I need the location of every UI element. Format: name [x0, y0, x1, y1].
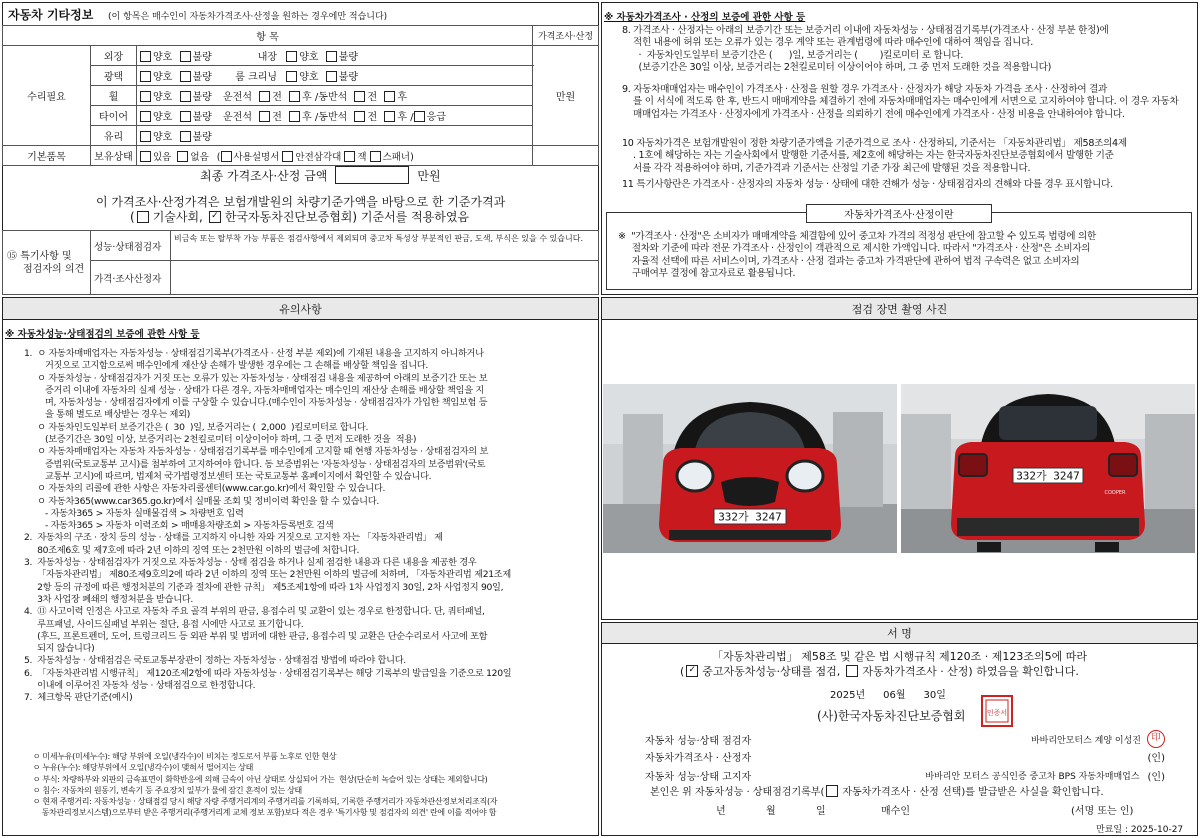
- tire-driver-front-checkbox[interactable]: [259, 111, 270, 122]
- buyer-row: 년 월 일 매수인 (서명 또는 인): [716, 802, 1133, 817]
- row-room-cleaning: 룸 크리닝: [235, 72, 278, 83]
- final-price-label: 최종 가격조사·산정 금액: [200, 168, 328, 183]
- col-price: 가격조사·산정: [533, 26, 599, 46]
- special-notes-table: [2, 230, 599, 295]
- notice-title: ※ 자동차성능·상태점검의 보증에 관한 사항 등: [5, 329, 200, 340]
- row-glass: 유리: [91, 126, 137, 146]
- gloss-bad-checkbox[interactable]: [180, 71, 191, 82]
- room-bad-checkbox[interactable]: [326, 71, 337, 82]
- front-plate-text: 332가 3247: [718, 510, 782, 524]
- signature-date: 2025년 06월 30일: [830, 690, 946, 701]
- special-label-2: 점검자의 의견: [23, 263, 85, 275]
- price-unit: 만원: [533, 46, 599, 146]
- row-tire: 타이어: [91, 106, 137, 126]
- basic-yes-checkbox[interactable]: [140, 151, 151, 162]
- receipt-statement: 본인은 위 자동차성능 · 상태점검기록부( 자동차가격조사 · 산정 선택)를 발급받은 사실을 확인합니다.: [650, 783, 1104, 798]
- rear-plate-text: 332가 3247: [1016, 469, 1080, 483]
- basis-line-2: ( 기술사회, ✓ 한국자동차진단보증협회) 기준서를 적용하였음: [130, 209, 470, 224]
- inspector-label: 성능·상태점검자: [91, 231, 171, 261]
- front-car-photo: [603, 384, 897, 553]
- row-wheel: 휠: [91, 86, 137, 106]
- special-label-1: 특기사항 및: [20, 250, 72, 262]
- inspector-opinion: 비금속 또는 탈부착 가능 부품은 점검사항에서 제외되며 중고차 특성상 부분적인 판금, 도색, 부식은 있을 수 있습니다.: [171, 231, 599, 261]
- inspection-checked-checkbox[interactable]: ✓: [686, 665, 698, 677]
- basis-line-1: 이 가격조사·산정가격은 보험개발원의 차량기준가액을 바탕으로 한 기준가격과: [96, 195, 506, 209]
- row-exterior-options: 양호 불량 내장 양호 불량: [137, 46, 533, 66]
- manual-checkbox[interactable]: [221, 151, 232, 162]
- interior-bad-checkbox[interactable]: [326, 51, 337, 62]
- final-price-unit: 만원: [417, 168, 441, 183]
- interior-good-checkbox[interactable]: [286, 51, 297, 62]
- appraiser-label: 가격·조사산정자: [91, 261, 171, 295]
- notice-checklist-criteria: ㅇ 미세누유(미세누수): 해당 부위에 오일(냉각수)이 비치는 정도로서 부품 노후로 인한 현상 ㅇ 누유(누수): 해당부위에서 오일(냉각수)이 맺혀서 떨어지는 상태 ㅇ 부식: 차량하부와 외판의 금속표면이 화학반응에 의해 금속이 아닌 상태로 상실되어 가는 현상(단순히 녹슬어 있는 상태는 제외합니다) ㅇ 침수: 자동차의 원동기, 변속기 등 주요장치 일부가 물에 잠긴 흔적이 있는 상태 ㅇ 현재 주행거리: 자동차성능 · 상태점검 당시 해당 자량 주행거리계의 주행거리를 기록하되, 기록한 주행거리가 자동차관산정보처리조직(자 동차관리정보시스템)으로부터 받은 주행거리(주행거리계 교체 정보 포함)보다 적은 경우 '특기사항 및 점검자의 의견' 란에 이를 적어야 함: [32, 752, 498, 818]
- basic-no-checkbox[interactable]: [177, 151, 188, 162]
- photo-header: 점검 장면 촬영 사진: [602, 298, 1197, 320]
- appraisal-item-9: 9. 자동차매매업자는 매수인이 가격조사 · 산정을 원할 경우 가격조사 · 산정자가 해당 자동차 가격을 조사 · 산정하여 결과 를 이 서식에 적도록 한 후, 반드시 매매계약을 체결하기 전에 자동차매매업자는 매수인에게 서면으로 고지하여야 합니다. 이 경우 자동차 매매업자는 가격조사 · 산정자에게 가격조사 · 산정을 의뢰하기 전에 매수인에게 가격조사 · 산정 비용을 안내하여야 합니다.: [622, 84, 1179, 120]
- wheel-driver-rear-checkbox[interactable]: [289, 91, 300, 102]
- wheel-good-checkbox[interactable]: [140, 91, 151, 102]
- wheel-driver-front-checkbox[interactable]: [259, 91, 270, 102]
- final-price-input[interactable]: [335, 166, 409, 184]
- triangle-checkbox[interactable]: [282, 151, 293, 162]
- appraisal-unchecked-checkbox[interactable]: [846, 665, 858, 677]
- tire-passenger-front-checkbox[interactable]: [354, 111, 365, 122]
- signer-row-appraiser: 자동차가격조사 · 산정자 (인): [645, 753, 1165, 764]
- exterior-good-checkbox[interactable]: [140, 51, 151, 62]
- notice-header: 유의사항: [3, 298, 598, 320]
- appraisal-guarantee-title: ※ 자동차가격조사 · 산정의 보증에 관한 사항 등: [604, 12, 806, 23]
- tire-driver-rear-checkbox[interactable]: [289, 111, 300, 122]
- signature-header: 서 명: [602, 623, 1197, 644]
- repair-label: 수리필요: [3, 46, 91, 146]
- glass-good-checkbox[interactable]: [140, 131, 151, 142]
- row-exterior: 외장: [91, 46, 137, 66]
- gloss-good-checkbox[interactable]: [140, 71, 151, 82]
- signature-statement-2: ( ✓ 중고자동차성능·상태를 점검, 자동차가격조사 · 산정) 하였음을 확인합니다.: [680, 664, 1079, 678]
- special-num: ⑮: [7, 250, 17, 262]
- basis-tech-checkbox[interactable]: [137, 211, 149, 223]
- appraiser-opinion[interactable]: [171, 261, 599, 295]
- appraisal-definition-title: 자동차가격조사·산정이란: [806, 204, 992, 223]
- final-price-row: [200, 166, 441, 184]
- signature-statement-1: 「자동차관리법」 제58조 및 같은 법 시행규칙 제120조 · 제123조의5에 따라: [712, 650, 1087, 663]
- tire-good-checkbox[interactable]: [140, 111, 151, 122]
- tire-emergency-checkbox[interactable]: [414, 111, 425, 122]
- repair-table: 항 목 가격조사·산정 수리필요 외장 양호 불량 내장 양호 불량 만원 광택 양호 불량 룸 크리닝 양호 불량 휠 양호 불량 운전석 전 후 /동반석 전 후 타이어 양호 불량 운전석 전 후 /동반석 전 후 / 응급 유리 양호 불량 기본품목 보유상태 있음 없음 ( 사용설명서 안전삼각대 잭 스패너): [2, 25, 599, 166]
- tire-bad-checkbox[interactable]: [180, 111, 191, 122]
- appraisal-item-8: 8. 가격조사 · 산정자는 아래의 보증기간 또는 보증거리 이내에 자동차성능 · 상태점검기록부(가격조사 · 산정 부분 한정)에 적힌 내용에 허위 또는 오류가 있는 경우 계약 또는 관계법령에 따라 매수인에 대하여 책임을 집니다. · 자동차인도일부터 보증기간은 ( )일, 보증거리는 ( )킬로미터 로 합니다. (보증기간은 30일 이상, 보증거리는 2천킬로미터 이상이어야 하며, 그 중 먼저 도래한 것을 적용합니다): [622, 25, 1109, 74]
- rear-car-photo: [901, 384, 1195, 553]
- appraisal-item-11: 11 특기사항란은 가격조사 · 산정자의 자동차 성능 · 상태에 대한 견해가 성능 · 상태점검자의 견해와 다를 경우 표시합니다.: [622, 179, 1113, 190]
- signer-row-notifier: 자동차 성능·상태 고지자 바바리안 모터스 공식인증 중고차 BPS 자동차매매업스 (인): [645, 772, 1165, 783]
- row-interior: 내장: [257, 52, 278, 63]
- basic-status-label: 보유상태: [91, 146, 137, 166]
- basic-items-label: 기본품목: [3, 146, 91, 166]
- buyer-signature[interactable]: (서명 또는 인): [1071, 806, 1134, 817]
- wheel-passenger-front-checkbox[interactable]: [354, 91, 365, 102]
- signer-row-inspector: 자동차 성능·상태 점검자 바바리안모터스 계양 이성진 印: [645, 730, 1165, 748]
- svg-text:인증서: 인증서: [986, 709, 1008, 717]
- section-title-note: (이 항목은 매수인이 자동차가격조사·산정을 원하는 경우에만 적습니다): [108, 12, 388, 22]
- association-name: (사)한국자동차진단보증협회: [817, 709, 966, 723]
- glass-bad-checkbox[interactable]: [180, 131, 191, 142]
- row-gloss: 광택: [91, 66, 137, 86]
- wheel-bad-checkbox[interactable]: [180, 91, 191, 102]
- rear-badge-text: COOPER: [1104, 490, 1126, 496]
- association-seal: [981, 695, 1013, 727]
- expiry-date: 만료일 : 2025-10-27: [1096, 825, 1184, 835]
- spanner-checkbox[interactable]: [370, 151, 381, 162]
- appraisal-definition-text: ※ "가격조사 · 산정"은 소비자가 매매계약을 체결함에 있어 중고차 가격의 적정성 판단에 참고할 수 있도록 법령에 의한 절차와 기준에 따라 전문 가격조사 · 산정인이 객관적으로 제시한 가액입니다. 따라서 "가격조사 · 산정"은 소비자의 자율적 선택에 따른 서비스이며, 가격조사 · 산정 결과는 중고차 가격판단에 관하여 법적 구속력은 없고 소비자의 구매여부 결정에 참고자료로 활용됩니다.: [618, 231, 1096, 280]
- inspector-seal: 印: [1147, 730, 1165, 748]
- notice-text: 1. ㅇ 자동차매매업자는 자동차성능 · 상태점검기록부(가격조사 · 산정 부분 제외)에 기재된 내용을 고지하지 아니하거나 거짓으로 고지함으로써 매수인에게 재산상 손해가 발생한 경우에는 그 손해를 배상할 책임을 집니다. ㅇ 자동차성능 · 상태점검자가 거짓 또는 오류가 있는 자동차성능 · 상태점검 내용을 제공하여 아래의 보증기간 또는 보 증거리 이내에 자동차의 실제 성능 · 상태가 다른 경우, 자동차매매업자는 매수인의 재산상 손해를 배상할 책임을 지 며, 자동차성능 · 상태점검자에게 이를 구상할 수 있습니다.(매수인이 자동차성능 · 상태점검자가 가입한 책임보험 등 을 통해 별도로 배상받는 경우는 제외) ㅇ 자동차인도일부터 보증기간은 ( 30 )일, 보증거리는 ( 2,000 )킬로미터로 합니다. (보증기간은 30일 이상, 보증거리는 2천킬로미터 이상이어야 하며, 그 중 먼저 도래한 것을 적용) ㅇ 자동차매매업자는 자동차 자동차성능 · 상태점검기록부를 매수인에게 고지할 때 현행 자동차성능 · 상태점검자의 보 증범위(국토교통부 고시)를 첨부하여 고지하여야 합니다. 동 보증범위는 '자동차성능 · 상태점검자의 보증범위'(국토 교통부 고시)에 따르며, 법제처 국가법령정보센터 또는 국토교통부 홈페이지에서 확인할 수 있습니다. ㅇ 자동차의 리콜에 관한 사항은 자동차리콜센터(www.car.go.kr)에서 확인할 수 있습니다. ㅇ 자동차365(www.car365.go.kr)에서 실매물 조회 및 정비이력 확인을 할 수 있습니다. - 자동차365 > 자동차 실매물검색 > 차량번호 입력 - 자동차365 > 자동차 이력조회 > 매매용차량조회 > 자동차등록번호 검색 2. 자동차의 구조 · 장치 등의 성능 · 상태를 고지하지 아니한 자와 거짓으로 고지한 자는 「자동차관리법」 제 80조제6호 및 제7호에 따라 2년 이하의 징역 또는 2천만원 이하의 벌금에 처합니다. 3. 자동차성능 · 상태점검자가 거짓으로 자동차성능 · 상태 점검을 하거나 실제 점검한 내용과 다른 내용을 제공한 경우 「자동차관리법」 제80조제9호의2에 따라 2년 이하의 징역 또는 2천만원 이하의 벌금에 처하며, 「자동차관리법 제21조제 2항 등의 규정에 따른 행정처분의 기준과 절차에 관한 규칙」 제5조제1항에 따라 1차 사업정지 30일, 2차 사업정지 90일, 3차 사업장 폐쇄의 행정처분을 받습니다. 4. ⑪ 사고이력 인정은 사고로 자동차 주요 골격 부위의 판금, 용접수리 및 교환이 있는 경우로 한정합니다. 단, 쿼터패널, 루프패널, 사이드실패널 부위는 절단, 용접 시에만 사고로 표기합니다. (후드, 프론트펜더, 도어, 트렁크리드 등 외판 부위 및 범퍼에 대한 판금, 용접수리 및 교환은 단순수리로서 사고에 포함 되지 않습니다) 5. 자동차성능 · 상태점검은 국토교통부장관이 정하는 자동차성능 · 상태점검 방법에 따라야 합니다. 6. 「자동차관리법 시행규칙」 제120조제2항에 따라 자동차성능 · 상태점검기록부는 해당 기록부의 발급일을 기준으로 120일 이내에 이루어진 자동차 성능 · 상태점검으로 한정합니다. 7. 체크항목 판단기준(예시): [24, 348, 512, 704]
- appraisal-item-10: 10 자동차가격은 보험개발원이 정한 차량기준가액을 기준가격으로 조사 · 산정하되, 기준서는 「자동차관리법」 제58조의4제 . 1호에 해당하는 자는 기술사회에서 발행한 기준서를, 제2호에 해당하는 자는 한국자동차진단보증협회에서 발행한 기준 서를 각각 적용하여야 하며, 기준가격과 기준서는 산정일 기준 가장 최근에 발행된 것을 적용합니다.: [622, 138, 1127, 174]
- section-title: 자동차 기타정보: [8, 8, 94, 22]
- col-items: 항 목: [3, 26, 533, 46]
- room-good-checkbox[interactable]: [286, 71, 297, 82]
- tire-passenger-rear-checkbox[interactable]: [384, 111, 395, 122]
- basis-kadvg-checkbox[interactable]: ✓: [209, 211, 221, 223]
- jack-checkbox[interactable]: [344, 151, 355, 162]
- exterior-bad-checkbox[interactable]: [180, 51, 191, 62]
- wheel-passenger-rear-checkbox[interactable]: [384, 91, 395, 102]
- receipt-appraisal-checkbox[interactable]: [826, 785, 838, 797]
